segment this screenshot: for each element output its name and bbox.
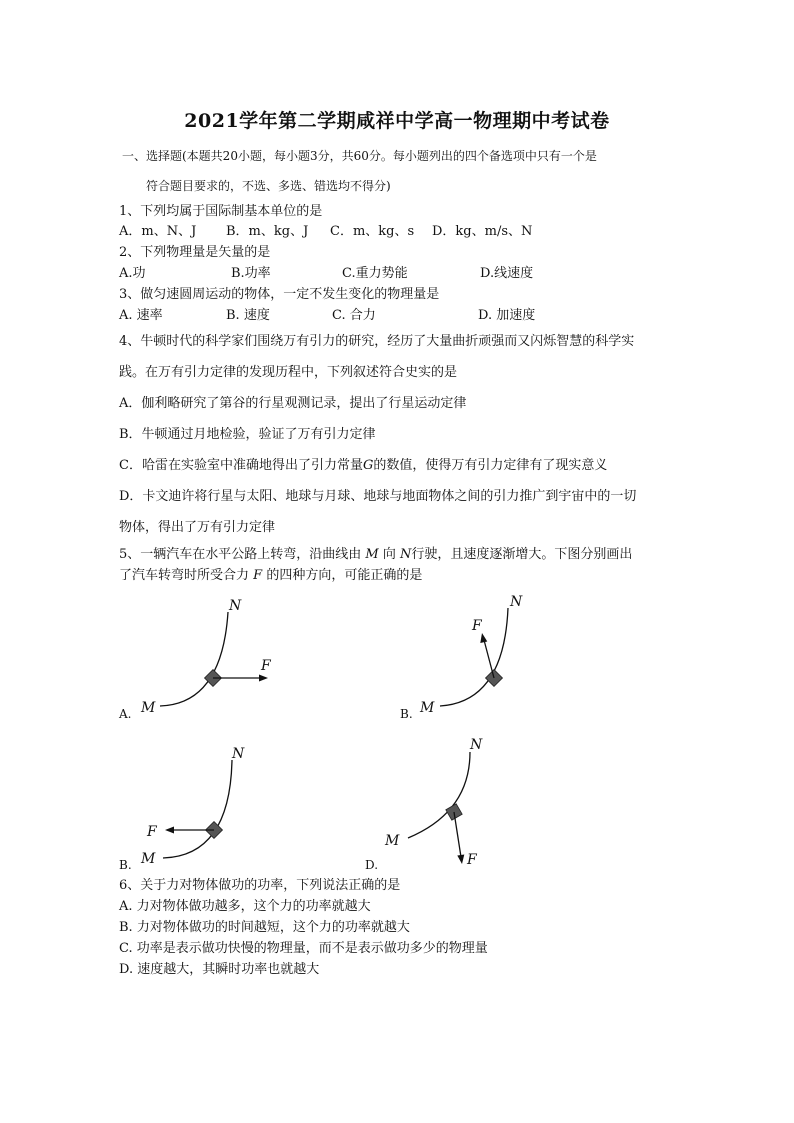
diagram-b-force-f: F (472, 618, 482, 634)
q4-stem-line1: 4、牛顿时代的科学家们围绕万有引力的研究，经历了大量曲折顽强而又闪烁智慧的科学实 (119, 334, 635, 349)
diagram-d-point-n: N (470, 737, 483, 753)
q6-option-d: D. 速度越大，其瞬时功率也就越大 (119, 962, 320, 977)
q1-option-b: B．m、kg、J (226, 224, 309, 239)
q3-option-b: B. 速度 (226, 308, 270, 323)
q4-option-b: B．牛顿通过月地检验，验证了万有引力定律 (119, 427, 376, 442)
diagram-c-force-f: F (147, 824, 157, 840)
q4-option-c-post: 的数值，使得万有引力定律有了现实意义 (373, 458, 608, 473)
diagram-d-curve (408, 752, 470, 838)
q6-stem: 6、关于力对物体做功的功率，下列说法正确的是 (119, 878, 401, 893)
diagram-a-point-n: N (229, 598, 242, 614)
q5-text-1c: 行驶，且速度逐渐增大。下图分别画出 (411, 547, 633, 562)
q5-text-1b: 向 (382, 547, 396, 562)
q2-option-a: A.功 (119, 266, 146, 281)
q1-option-c: C．m、kg、s (330, 224, 415, 239)
q6-option-b: B. 力对物体做功的时间越短，这个力的功率就越大 (119, 920, 410, 935)
q1-option-a: A．m、N、J (119, 224, 197, 239)
q6-option-a: A. 力对物体做功越多，这个力的功率就越大 (119, 899, 371, 914)
q4-option-c-var: G (362, 458, 374, 473)
q3-stem: 3、做匀速圆周运动的物体，一定不发生变化的物理量是 (119, 287, 440, 302)
diagram-d-arrowhead (457, 855, 464, 865)
diagram-d-point-m: M (385, 833, 400, 849)
q4-option-c-pre: C．哈雷在实验室中准确地得出了引力常量 (119, 458, 363, 473)
q5-var-m: M (365, 547, 379, 562)
instruction-line2: 符合题目要求的，不选、多选、错选均不得分) (146, 179, 391, 193)
q6-option-c: C. 功率是表示做功快慢的物理量，而不是表示做功多少的物理量 (119, 941, 488, 956)
q1-option-d: D．kg、m/s、N (432, 224, 533, 239)
diagram-c-point-m: M (141, 851, 156, 867)
q4-option-a: A．伽利略研究了第谷的行星观测记录，提出了行星运动定律 (119, 396, 467, 411)
q5-text-2a: 了汽车转弯时所受合力 (119, 568, 250, 583)
q4-option-d-line2: 物体，得出了万有引力定律 (119, 520, 276, 535)
q1-stem: 1、下列均属于国际制基本单位的是 (119, 204, 323, 219)
diagram-d-force-f: F (467, 852, 477, 868)
diagram-a-point-m: M (141, 700, 156, 716)
q5-var-n: N (400, 547, 412, 562)
q3-option-c: C. 合力 (332, 308, 376, 323)
q5-var-f: F (253, 568, 263, 583)
diagram-d-force-arrow (454, 812, 461, 857)
diagram-b-label: B. (400, 707, 413, 721)
q3-option-d: D. 加速度 (478, 308, 536, 323)
diagram-c-point-n: N (232, 746, 245, 762)
q4-stem-line2: 践。在万有引力定律的发现历程中，下列叙述符合史实的是 (119, 365, 458, 380)
diagram-b-point-m: M (420, 700, 435, 716)
q2-stem: 2、下列物理量是矢量的是 (119, 245, 271, 260)
q5-text-2b: 的四种方向，可能正确的是 (266, 568, 423, 583)
diagram-d-label: D. (365, 858, 379, 872)
diagram-a-force-f: F (261, 658, 271, 674)
diagram-b-point-n: N (510, 594, 523, 610)
q3-option-a: A. 速率 (119, 308, 163, 323)
diagram-c-label: B. (119, 858, 132, 872)
q2-option-d: D.线速度 (480, 266, 534, 281)
q2-option-b: B.功率 (231, 266, 271, 281)
q5-text-1a: 5、一辆汽车在水平公路上转弯，沿曲线由 (119, 547, 362, 562)
page-title: 2021学年第二学期咸祥中学高一物理期中考试卷 (184, 110, 610, 132)
q4-option-d-line1: D．卡文迪许将行星与太阳、地球与月球、地球与地面物体之间的引力推广到宇宙中的一切 (119, 489, 637, 504)
instruction-line1: 一、选择题(本题共20小题，每小题3分，共60分。每小题列出的四个备选项中只有一个是 (122, 149, 597, 163)
q2-option-c: C.重力势能 (342, 266, 408, 281)
diagram-a-label: A. (119, 707, 132, 721)
